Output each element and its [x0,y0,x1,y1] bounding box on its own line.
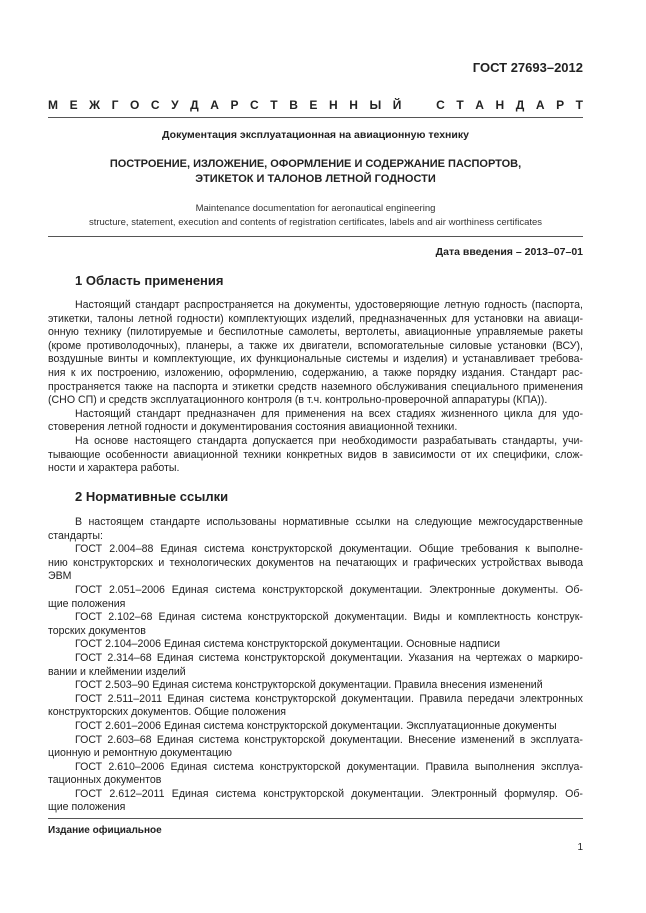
word: Об- [565,583,583,596]
word: система [213,760,254,773]
word: необходимости [341,434,418,447]
word: их [240,353,252,366]
word: 2.603–68 [107,733,152,746]
word: использованы [206,516,277,528]
word: воздушные [48,353,104,366]
word: ГОСТ [75,651,103,664]
word: ГОСТ [75,583,103,596]
text-line: ционную и ремонтную документацию [48,747,232,760]
word: Виды [413,611,441,624]
word: для [261,407,280,420]
text-line [48,557,583,571]
word: система [204,543,245,556]
word: Указания [408,651,454,664]
word: к [525,543,530,556]
word: для [451,312,470,325]
word: документации. [330,651,404,664]
word: на [458,651,471,664]
word: в [382,448,388,461]
word: предназначен [186,407,256,420]
word: и [142,353,149,366]
word: Правила [425,760,469,773]
word: система [215,787,256,800]
banner-letter: Е [309,98,318,112]
word: ГОСТ [75,787,103,800]
document-title-line: ЭТИКЕТОК И ТАЛОНОВ ЛЕТНОЙ ГОДНОСТИ [195,173,436,185]
word: распространяется [184,299,274,311]
word: конкретных [286,448,343,461]
word: ГОСТ [75,760,103,773]
word: Единая [156,651,194,664]
text-line: ГОСТ 2.104–2006 Единая система конструкторской документации. Основные надписи [75,638,501,651]
interstate-standard-banner [48,98,583,112]
word: применения [523,380,583,393]
word: комплектность [458,611,531,624]
word: документации. [330,733,403,746]
word: и [392,353,399,366]
word: удостоверяющие [355,299,440,311]
word: также [383,366,412,379]
word: система [201,611,242,624]
word: нию [48,556,68,569]
word: порядку [417,366,457,379]
document-title-line: ПОСТРОЕНИЕ, ИЗЛОЖЕНИЕ, ОФОРМЛЕНИЕ И СОДЕРЖАНИЕ ПАСПОРТОВ, [109,158,522,170]
word: их [80,366,93,379]
word: разрабатывать [422,434,497,447]
word: ГОСТ [75,611,103,624]
word: зависимости [392,448,456,461]
word: 2.511–2011 [107,692,162,705]
word: эксплуата- [530,733,583,746]
word: изделий, [311,312,355,325]
word: конструк- [537,611,583,624]
word: Единая [171,787,209,800]
text-line: ЭВМ [48,570,72,583]
word: всех [368,407,391,420]
section-1-body [48,299,583,476]
text-line: щие положения [48,597,126,610]
word: функциональные [256,353,342,366]
word: документации. [346,760,420,773]
word: на [527,312,540,325]
word: при [318,434,337,447]
word: беспилотные [218,326,284,339]
word: учи- [562,434,583,447]
banner-letter: С [150,98,160,112]
banner-letter: Е [69,98,78,112]
word: Правила [419,692,463,705]
word: конструкторских [72,556,154,569]
text-line [48,435,583,449]
word: устанавливает [462,353,535,366]
section-1-heading: 1 Область применения [75,273,224,288]
word: построению, [97,366,160,379]
word: стандарты, [502,434,558,447]
word: формуляр. [504,787,558,800]
word: ГОСТ [75,543,103,556]
word: самолеты, [288,326,340,339]
word: ГОСТ [75,733,103,746]
banner-letter: Г [111,98,119,112]
text-line [48,340,583,354]
word: противолодочных), [86,339,181,352]
text-line [48,734,583,748]
word: и [446,611,453,624]
word: эксплуа- [540,760,583,773]
word: передачи [467,692,515,705]
word: вертолеты, [345,326,400,339]
word: Электронный [431,787,497,800]
word: вспомогательные [357,339,444,352]
word: (ВСУ), [552,339,583,352]
text-line [48,543,583,557]
word: двигатели, [299,339,353,352]
word: маркиро- [538,651,583,664]
word: конструкторской [247,611,329,624]
text-line [48,367,583,381]
word: изделия) [403,353,448,366]
word: конструкторской [262,583,344,596]
word: авиаци- [544,312,583,325]
word: к [70,366,76,379]
banner-letter: Р [230,98,239,112]
word: удо- [562,407,583,420]
banner-letter: С [250,98,259,112]
banner-letter: Р [556,98,565,112]
word: документации. [341,692,414,705]
word: установки [497,339,547,352]
text-line [48,611,583,625]
word: ракеты [548,326,583,339]
word: и [207,326,214,339]
text-line: ГОСТ 2.503–90 Единая система конструкторской документации. Правила внесения изменений [75,679,543,692]
text-line: щие положения [48,801,126,814]
text-line: (СНО СП) и средств эксплуатационного контроля (в т.ч. контрольно-проверочной аппаратуры (КПА)). [48,394,548,407]
word: Единая [167,692,205,705]
section-2-body [48,516,583,815]
banner-letter: М [48,98,58,112]
word: изменений [461,733,515,746]
banner-letter: В [289,98,298,112]
word: требования [460,543,519,556]
banner-letter: А [535,98,545,112]
word: конструкторской [259,760,341,773]
word: конструкторской [251,543,333,556]
text-line [48,299,583,313]
word: устройствах [481,556,542,569]
word: пространяется [48,380,121,393]
word: Внесение [408,733,456,746]
banner-letter: Д [515,98,525,112]
word: годность [484,299,528,311]
word: стандарта [197,434,248,447]
word: и [222,380,228,393]
word: документации. [349,583,423,596]
banner-letter: Н [495,98,505,112]
word: 2.314–68 [107,651,152,664]
text-line: ГОСТ 2.601–2006 Единая система конструкторской документации. Эксплуатационные документы [75,719,557,732]
word: в [519,733,526,746]
word: изложению, [164,366,224,379]
word: ссылки [355,516,391,528]
word: комплектующих [228,312,307,325]
introduction-date: Дата введения – 2013–07–01 [435,246,583,258]
word: стандарт [136,407,181,420]
word: конструкторской [244,651,326,664]
word: на [351,407,363,420]
text-line [48,584,583,598]
word: выполне- [536,543,583,556]
word: документов [256,556,314,569]
text-line [48,381,583,395]
word: система [198,651,240,664]
banner-letter: Н [349,98,358,112]
word: основе [94,434,129,447]
word: их [476,448,488,461]
word: жизненного [441,407,498,420]
word: и [158,556,165,569]
word: 2.102–68 [108,611,153,624]
word: стандарте [150,516,201,528]
word: 2.051–2006 [108,583,165,596]
word: этикетки [232,380,274,393]
word: система [215,583,256,596]
word: конструкторской [263,787,345,800]
word: настоящего [134,434,192,447]
word: на [318,556,331,569]
english-title [48,202,583,230]
word: силовые [449,339,493,352]
text-line: стоверения летной годности и документирования состояния авиационной техники. [48,421,458,434]
word: видов [347,448,377,461]
word: обслуживания [376,380,447,393]
word: авиационные [404,326,472,339]
word: паспорта [173,380,218,393]
word: печатающих [335,556,397,569]
english-title-line: Maintenance documentation for aeronautical engineering [195,203,436,214]
word: Общие [418,543,454,556]
word: авиационной [173,448,239,461]
word: комплектующие, [153,353,236,366]
word: Единая [160,543,198,556]
word: ния [48,366,66,379]
word: на [157,380,169,393]
banner-letter: Й [392,98,402,112]
word: планеры, [186,339,233,352]
word: (пилотируемые [126,326,203,339]
header-rule [48,117,583,118]
word: Единая [170,760,208,773]
document-code: ГОСТ 27693–2012 [472,60,583,75]
word: летную [444,299,480,311]
word: (кроме [48,339,82,352]
word: документы, [294,299,351,311]
word: следующие [414,516,472,528]
text-line [48,652,583,666]
word: а [237,339,244,352]
word: на [396,516,409,528]
word: нормативные [282,516,350,528]
word: Об- [565,787,583,800]
banner-letter: Т [456,98,464,112]
word: цикла [503,407,533,420]
word: Настоящий [75,299,131,311]
word: требова- [539,353,583,366]
word: специального [451,380,519,393]
word: система [209,692,250,705]
word: конструкторской [255,692,337,705]
word: конструкторской [244,733,326,746]
text-line [48,353,583,367]
text-line [48,761,583,775]
text-line: стандарты: [48,529,103,542]
word: графических [413,556,477,569]
word: также [124,380,153,393]
word: наземного [321,380,372,393]
text-line: конструкторских документов. Общие положения [48,706,286,719]
word: документации. [351,787,424,800]
text-line [48,693,583,707]
text-line: ности и характера работы. [48,462,180,475]
banner-letter: Ж [89,98,100,112]
word: документы. [501,583,559,596]
word: и [452,353,458,366]
word: Стандарт [510,366,557,379]
word: настоящем [88,516,144,528]
text-line [48,313,583,327]
banner-letter: Т [575,98,583,112]
footer-rule [48,818,583,819]
word: допускается [252,434,314,447]
word: стандарт [135,299,180,311]
word: управляемые [476,326,544,339]
word: онную [48,326,79,339]
section-2-heading: 2 Нормативные ссылки [75,489,229,504]
text-line: тационных документов [48,774,162,787]
document-subtitle: Документация эксплуатационная на авиационную технику [162,129,469,141]
document-title [48,157,583,187]
word: системы [346,353,389,366]
text-line [48,449,583,463]
word: средств [278,380,317,393]
word: Единая [156,733,194,746]
word: и [402,556,409,569]
word: чертежах [475,651,522,664]
banner-letter: О [129,98,140,112]
text-line: торских документов [48,624,146,637]
word: система [198,733,240,746]
word: оформлению, [228,366,297,379]
word: винты [108,353,138,366]
word: издания. [461,366,505,379]
word: Единая [171,583,209,596]
banner-letter: Н [329,98,338,112]
text-line [48,788,583,802]
word: техники [243,448,282,461]
word: летной [138,312,173,325]
word: их [282,339,295,352]
text-line: вании и клеймении изделий [48,665,186,678]
word: Настоящий [75,407,131,420]
word: рас- [562,366,583,379]
word: о [526,651,533,664]
banner-letter: Т [270,98,278,112]
word: от [460,448,472,461]
word: Электронные [429,583,496,596]
word: документации. [339,543,412,556]
banner-letter: Д [190,98,199,112]
word: 2.610–2006 [108,760,165,773]
word: этикетки, [48,312,93,325]
word: содержанию, [302,366,367,379]
word: предназначенных [359,312,447,325]
banner-letter: А [475,98,484,112]
word: особенности [105,448,169,461]
word: технику [84,326,122,339]
word: установки [474,312,524,325]
banner-letter: С [436,98,445,112]
banner-letter: У [171,98,179,112]
banner-letter: А [210,98,219,112]
word: 2.612–2011 [109,787,165,800]
word: стадиях [396,407,436,420]
word: слож- [554,448,583,461]
word: (паспорта, [531,299,583,311]
word: талоны [97,312,134,325]
word: применения [285,407,346,420]
word: годности) [176,312,224,325]
page-number: 1 [577,842,583,853]
text-line [48,516,583,530]
title-rule [48,236,583,237]
word: для [538,407,557,420]
text-line [48,408,583,422]
word: На [75,434,89,447]
word: выполнения [474,760,535,773]
word: В [75,516,83,528]
word: 2.004–88 [109,543,154,556]
word: вывода [546,556,583,569]
word: специфики, [492,448,550,461]
word: технологических [169,556,252,569]
banner-letter: Ы [369,98,382,112]
word: электронных [519,692,583,705]
word: межгосударственные [478,516,583,528]
official-edition-label: Издание официальное [48,825,162,836]
english-title-line: structure, statement, execution and contents of registration certificates, labels and air worthiness certificates [88,217,543,228]
text-line [48,326,583,340]
word: Единая [158,611,196,624]
word: документации. [334,611,408,624]
word: а [372,366,379,379]
word: также [249,339,278,352]
word: тывающие [48,448,101,461]
word: на [278,299,290,311]
word: ГОСТ [75,692,103,705]
